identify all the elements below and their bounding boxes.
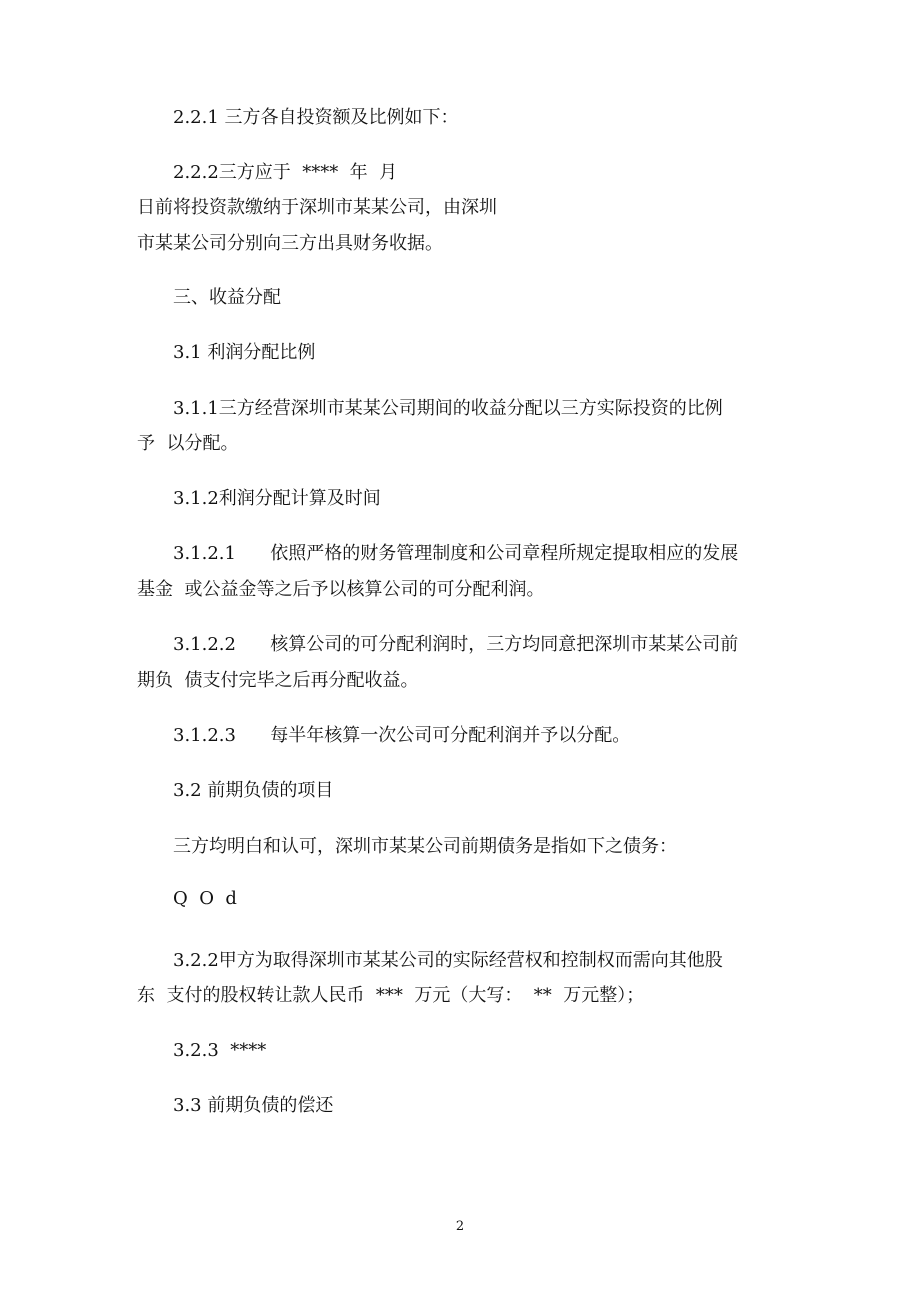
clause-3-1-2: 3.1.2利润分配计算及时间	[173, 488, 381, 509]
clause-2-2-2-cont-1: 日前将投资款缴纳于深圳市某某公司，由深圳	[137, 197, 497, 218]
debt-definition: 三方均明白和认可，深圳市某某公司前期债务是指如下之债务：	[173, 836, 677, 857]
clause-3-2: 3.2 前期负债的项目	[173, 780, 334, 801]
page-number: 2	[455, 1219, 465, 1234]
clause-3-1-2-2-cont: 期负 债支付完毕之后再分配收益。	[137, 670, 419, 691]
clause-3-1-2-3: 3.1.2.3 每半年核算一次公司可分配利润并予以分配。	[173, 725, 631, 746]
clause-3-2-3: 3.2.3 ****	[173, 1040, 267, 1061]
clause-3-1: 3.1 利润分配比例	[173, 342, 316, 363]
clause-3-1-2-2: 3.1.2.2 核算公司的可分配利润时，三方均同意把深圳市某某公司前	[173, 634, 739, 655]
clause-2-2-2: 2.2.2三方应于 **** 年 月	[173, 162, 398, 183]
clause-3-2-2: 3.2.2甲方为取得深圳市某某公司的实际经营权和控制权而需向其他股	[173, 950, 723, 971]
clause-3-1-2-1-cont: 基金 或公益金等之后予以核算公司的可分配利润。	[137, 579, 545, 600]
clause-3-1-1: 3.1.1三方经营深圳市某某公司期间的收益分配以三方实际投资的比例	[173, 398, 723, 419]
clause-2-2-1: 2.2.1 三方各自投资额及比例如下：	[173, 107, 459, 128]
clause-3-1-2-1: 3.1.2.1 依照严格的财务管理制度和公司章程所规定提取相应的发展	[173, 543, 739, 564]
clause-3-3: 3.3 前期负债的偿还	[173, 1095, 334, 1116]
clause-2-2-2-cont-2: 市某某公司分别向三方出具财务收据。	[137, 233, 443, 254]
debt-list-item: Q O d	[173, 888, 237, 909]
section-heading-3: 三、收益分配	[173, 287, 281, 308]
clause-3-1-1-cont: 予 以分配。	[137, 433, 239, 454]
clause-3-2-2-cont: 东 支付的股权转让款人民币 *** 万元（大写： ** 万元整）；	[137, 985, 645, 1006]
